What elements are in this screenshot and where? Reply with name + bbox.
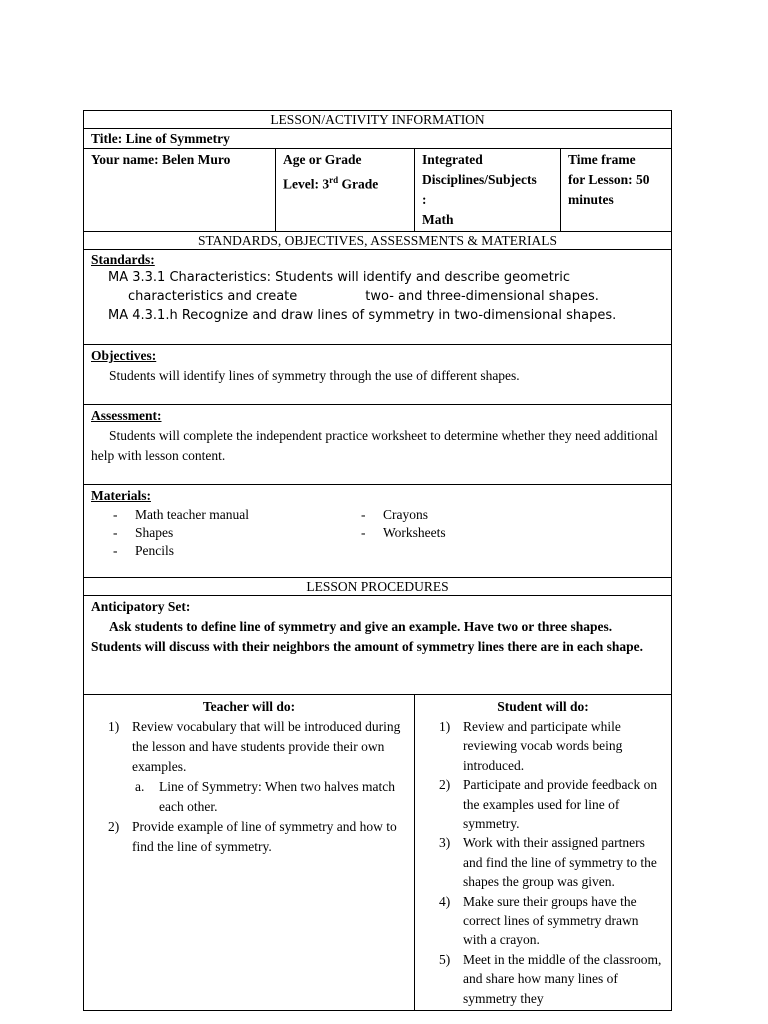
list-item: - Shapes — [113, 525, 174, 540]
list-item: 2) Participate and provide feedback on the examples used for line of symmetry. — [439, 777, 658, 832]
assessment-label: Assessment: — [91, 408, 162, 423]
list-item: 5) Meet in the middle of the classroom, and share how many lines of symmetry they — [439, 951, 662, 1006]
lesson-table — [83, 110, 672, 1011]
teacher-name: Your name: Belen Muro — [91, 152, 231, 167]
age-grade-line2 — [283, 170, 407, 195]
integrated-line3: : — [422, 192, 427, 207]
list-item: 1) Review vocabulary that will be introduced during the lesson and have students provide their own examples. — [108, 719, 401, 774]
lesson-title: Title: Line of Symmetry — [84, 129, 672, 149]
list-item: 4) Make sure their groups have the correct lines of symmetry drawn with a crayon. — [439, 893, 639, 948]
list-item: - Pencils — [113, 543, 174, 558]
list-item: - Worksheets — [361, 525, 446, 540]
lesson-info-header: LESSON/ACTIVITY INFORMATION — [84, 111, 672, 129]
materials-cell — [84, 485, 672, 578]
anticipatory-label: Anticipatory Set: — [91, 599, 191, 614]
materials-left-column — [91, 506, 341, 560]
anticipatory-cell — [84, 596, 672, 695]
anticipatory-text: Ask students to define line of symmetry and give an example. Have two or three shapes. Students will discuss with their neighbors the amount of symmetry lines there are in each shape. — [91, 619, 644, 654]
objectives-label: Objectives: — [91, 348, 157, 363]
standard-ma-331-line1: MA 3.3.1 Characteristics: Students will identify and describe geometric — [108, 270, 570, 285]
objectives-text: Students will identify lines of symmetry through the use of different shapes. — [109, 368, 520, 383]
age-grade-line1: Age or Grade — [283, 152, 362, 167]
assessment-cell — [84, 405, 672, 485]
standards-cell — [84, 250, 672, 345]
age-grade-word: Grade — [338, 176, 379, 192]
age-grade-suffix: rd — [329, 175, 339, 185]
procedures-section-header: LESSON PROCEDURES — [84, 578, 672, 596]
list-item: - Math teacher manual — [113, 507, 249, 522]
list-item: 3) Work with their assigned partners and find the line of symmetry to the shapes the group was given. — [439, 835, 657, 890]
timeframe-line2: for Lesson: 50 — [568, 172, 650, 187]
list-item: a. Line of Symmetry: When two halves match each other. — [135, 779, 395, 814]
standards-label: Standards: — [91, 252, 155, 267]
student-column — [415, 695, 672, 1011]
timeframe-cell — [561, 149, 672, 232]
teacher-column — [84, 695, 415, 1011]
integrated-subject: Math — [422, 212, 454, 227]
age-grade-number: 3 — [322, 176, 330, 192]
list-item: - Crayons — [361, 507, 428, 522]
materials-list — [91, 506, 664, 560]
standard-ma-431h: MA 4.3.1.h Recognize and draw lines of symmetry in two-dimensional shapes. — [108, 308, 617, 323]
age-grade-level-label: Level: — [283, 176, 323, 192]
objectives-cell — [84, 345, 672, 405]
integrated-line1: Integrated — [422, 152, 483, 167]
standards-section-header: STANDARDS, OBJECTIVES, ASSESSMENTS & MATERIALS — [84, 232, 672, 250]
list-item: 2) Provide example of line of symmetry and how to find the line of symmetry. — [108, 819, 397, 854]
standard-ma-331-line2 — [91, 287, 664, 306]
teacher-name-cell — [84, 149, 276, 232]
age-grade-cell — [276, 149, 415, 232]
standard-ma-331-line2b: two- and three-dimensional shapes. — [365, 289, 599, 304]
integrated-line2: Disciplines/Subjects — [422, 172, 537, 187]
standard-ma-331-line2a: characteristics and create — [128, 289, 298, 304]
materials-label: Materials: — [91, 488, 151, 503]
materials-right-column — [341, 506, 616, 560]
list-item: 1) Review and participate while reviewing vocab words being introduced. — [439, 719, 623, 773]
integrated-cell — [415, 149, 561, 232]
lesson-plan-document — [83, 110, 671, 1006]
timeframe-line1: Time frame — [568, 152, 636, 167]
student-heading: Student will do: — [497, 699, 589, 714]
timeframe-line3: minutes — [568, 192, 614, 207]
assessment-text: Students will complete the independent practice worksheet to determine whether they need additional help with lesson content. — [91, 428, 658, 463]
teacher-heading: Teacher will do: — [202, 699, 296, 714]
